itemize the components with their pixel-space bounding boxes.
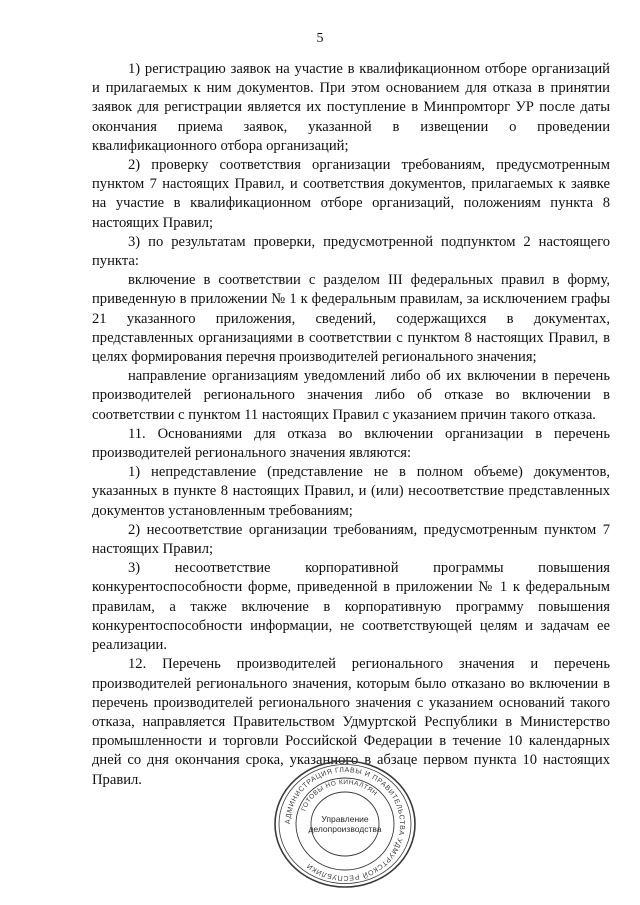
paragraph-notification: направление организациям уведомлений либо об их включении в перечень производителей регионального значения либо об отказе во включении в соответствии с пунктом 11 настоящих Правил с указанием причин такого отказа. (92, 368, 610, 423)
stamp-inner-text: ГОТОВЫ НО КИНАЛТЯН (300, 778, 379, 813)
paragraph-results: 3) по результатам проверки, предусмотренной подпунктом 2 настоящего пункта: (92, 233, 610, 270)
paragraph-inclusion: включение в соответствии с разделом III федеральных правил в форму, приведенную в приложении № 1 к федеральным правилам, за исключением графы 21 указанного приложения, сведений, содержащихся в документах, представленных организациями в соответствии с пунктом 8 настоящих Правил, в целях формирования перечня производителей регионального значения; (92, 272, 610, 366)
paragraph-reason-2: 2) несоответствие организации требованиям, предусмотренным пунктом 7 настоящих Правил; (92, 521, 610, 558)
stamp-center-line-2: делопроизводства (308, 824, 382, 834)
paragraph-reason-1: 1) непредставление (представление не в полном объеме) документов, указанных в пункте 8 настоящих Правил, и (или) несоответствие представленных документов установленным требованиям; (92, 464, 610, 519)
paragraph-registration: 1) регистрацию заявок на участие в квалификационном отборе организаций и прилагаемых к ним документов. При этом основанием для отказа в принятии заявок для регистрации является их поступление в Минпромторг УР после даты окончания приема заявок, указанной в извещении о проведении квалификационного отбора организаций; (92, 61, 610, 154)
stamp-center-line-1: Управление (321, 814, 369, 824)
page-number: 5 (316, 31, 324, 46)
paragraph-reason-3: 3) несоответствие корпоративной программы повышения конкурентоспособности форме, приведенной в приложении № 1 к федеральным правилам, а также включение в корпоративную программу повышения конкурентоспособности информации, не соответствующей целям и задачам ее реализации. (92, 560, 610, 654)
document-body (92, 60, 610, 790)
stamp-outer-text: АДМИНИСТРАЦИЯ ГЛАВЫ И ПРАВИТЕЛЬСТВА УДМУРТСКОЙ РЕСПУБЛИКИ (284, 766, 406, 882)
paragraph-verification: 2) проверку соответствия организации требованиям, предусмотренным пунктом 7 настоящих Правил, и соответствия документов, прилагаемых к заявке на участие в квалификационном отборе организаций, положениям пункта 8 настоящих Правил; (92, 157, 610, 231)
paragraph-item-12: 12. Перечень производителей регионального значения и перечень производителей регионального значения, которым было отказано во включении в перечень производителей регионального значения с указанием оснований такого отказа, направляется Правительством Удмуртской Республики в Министерство промышленности и торговли Российской Федерации в течение 10 календарных дней со дня окончания срока, указанного в абзаце первом пункта 10 настоящих Правил. (92, 656, 610, 788)
official-stamp (270, 758, 420, 890)
paragraph-item-11: 11. Основаниями для отказа во включении организации в перечень производителей регионального значения являются: (92, 425, 610, 462)
